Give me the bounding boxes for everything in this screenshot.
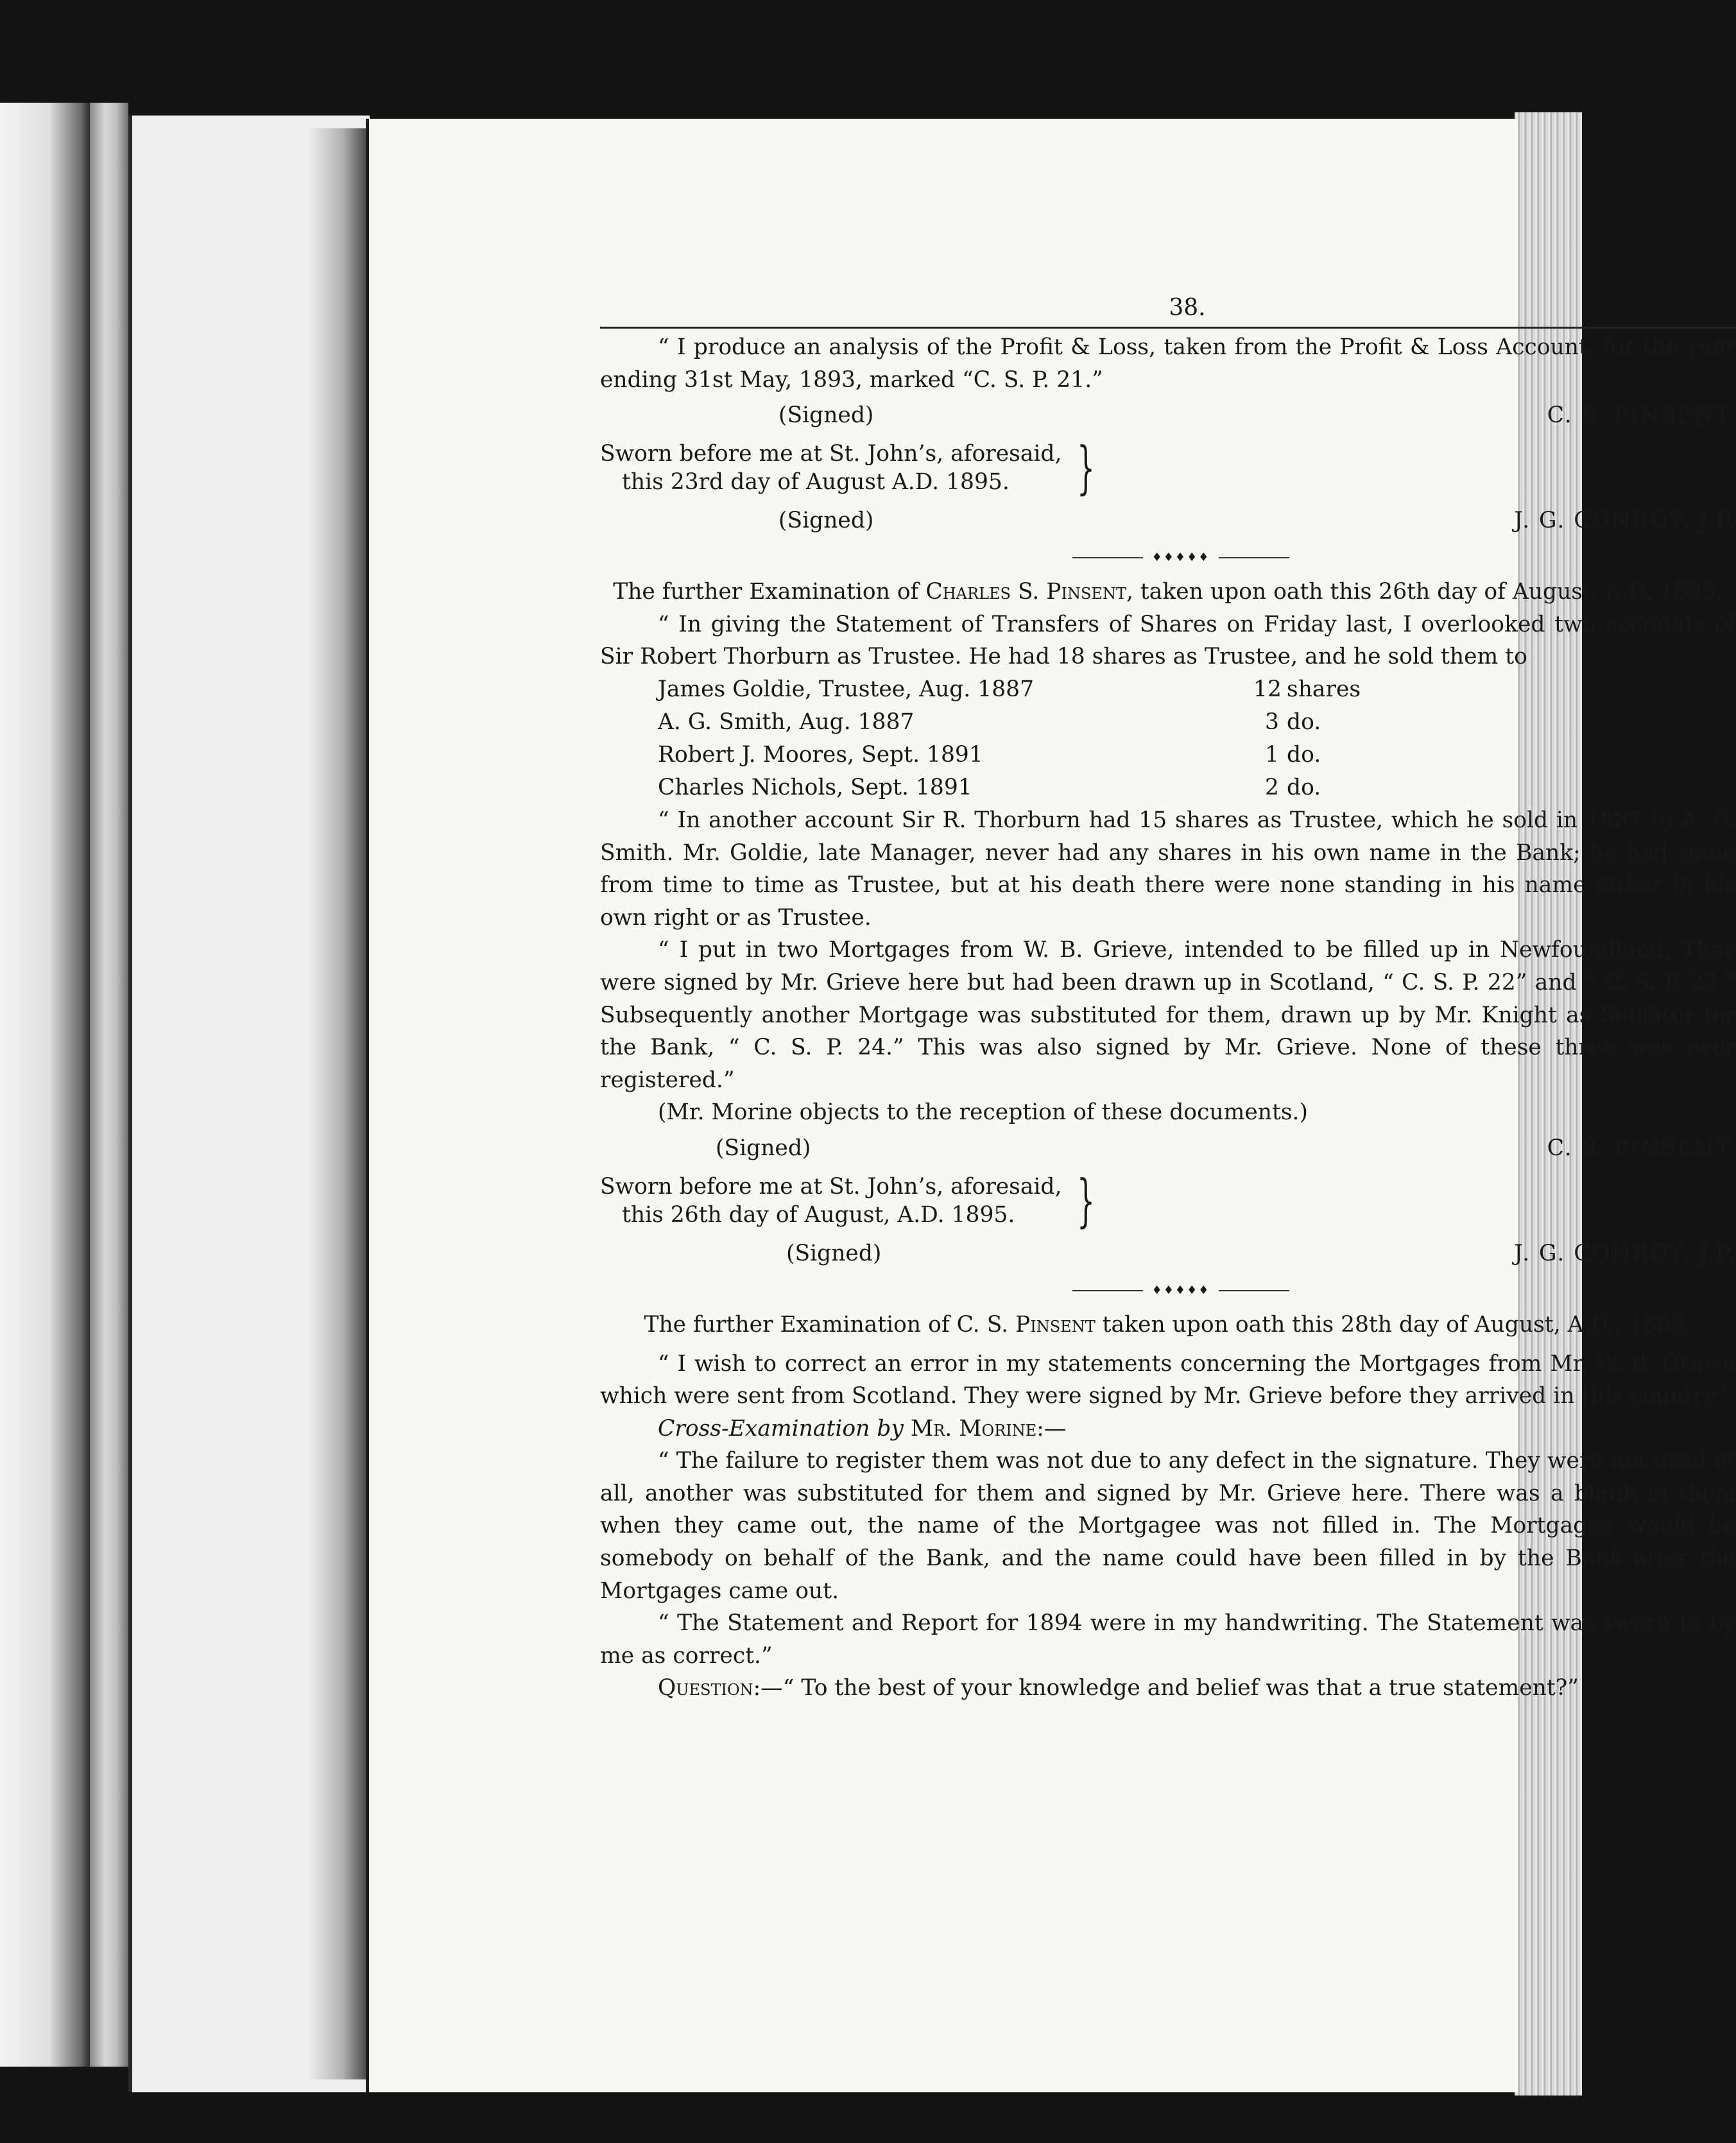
section-divider <box>600 540 1736 576</box>
header-rule <box>600 327 1736 329</box>
share-holder: Robert J. Moores, Sept. 1891 <box>658 742 983 768</box>
sworn-line-2: this 26th day of August, A.D. 1895. <box>622 1201 1015 1228</box>
page-content <box>600 292 1736 1705</box>
examination-heading <box>600 1309 1736 1341</box>
statement-paragraph: “ The Statement and Report for 1894 were in my handwriting. The Statement was sworn to by me as correct.” <box>600 1610 1736 1669</box>
share-holder: Charles Nichols, Sept. 1891 <box>658 775 972 801</box>
share-holder: A. G. Smith, Aug. 1887 <box>658 709 915 736</box>
witness-signed-label: (Signed) <box>786 1240 882 1266</box>
share-unit: do. <box>1287 709 1321 736</box>
share-row <box>658 771 1383 804</box>
share-count: 1 <box>1265 742 1279 768</box>
transfers-paragraph: “ In giving the Statement of Transfers of Shares on Friday last, I overlooked two accounts of Sir Robert Thorburn as Trustee. He had 18 shares as Trustee, and he sold them to <box>600 611 1736 670</box>
cross-examination-heading <box>600 1413 1736 1445</box>
share-transfer-list <box>658 673 1383 804</box>
heading-date: taken upon oath this 28th day of August, A.D., 1895. <box>1095 1311 1692 1338</box>
share-count: 2 <box>1265 775 1279 801</box>
sworn-line-2: this 23rd day of August A.D. 1895. <box>622 469 1010 495</box>
question-text: :—“ To the best of your knowledge and belief was that a true statement?” <box>753 1675 1579 1701</box>
share-unit: do. <box>1287 742 1321 768</box>
share-row <box>658 739 1383 771</box>
brace: } <box>1077 1167 1096 1234</box>
examinee-name: Charles S. Pinsent <box>925 579 1126 605</box>
profit-loss-paragraph: “ I produce an analysis of the Profit & Loss, taken from the Profit & Loss Account, for the year ending 31st May, 1893, marked “C. S. P. 21.” <box>600 334 1736 393</box>
left-page-edge <box>0 103 90 2067</box>
share-unit: do. <box>1287 775 1321 801</box>
brace: } <box>1077 435 1096 501</box>
sworn-line-1: Sworn before me at St. John’s, aforesaid, <box>600 1173 1062 1200</box>
section-divider <box>600 1273 1736 1309</box>
signature-row <box>600 396 1736 435</box>
objection-note: (Mr. Morine objects to the reception of these documents.) <box>658 1099 1308 1126</box>
divider-ornament: ♦♦♦♦♦ <box>1151 550 1210 564</box>
thorburn-paragraph: “ In another account Sir R. Thorburn had 15 shares as Trustee, which he sold in 1887 to A. G. Smith. Mr. Goldie, late Manager, never had any shares in his own name in the Bank; he had some from time to time as Trustee, but at his death there were none standing in his name either in his own right or as Trustee. <box>600 807 1736 931</box>
share-row <box>658 673 1383 706</box>
cross-examination-label: Cross-Examination by <box>658 1415 904 1442</box>
signed-label: (Signed) <box>778 402 874 428</box>
heading-date: , taken upon oath this 26th day of August, A.D. 1895. <box>1126 579 1723 605</box>
witness-row <box>600 501 1736 540</box>
book-binding <box>90 103 128 2067</box>
divider-ornament: ♦♦♦♦♦ <box>1151 1283 1210 1297</box>
failure-paragraph: “ The failure to register them was not due to any defect in the signature. They were not used at all, another was substituted for them and signed by Mr. Grieve here. There was a blank in them when they came out, the name of the Mortgagee was not filled in. The Mortgagee would be somebody on behalf of the Bank, and the name could have been filled in by the Bank after the Mortgages came out. <box>600 1448 1736 1604</box>
question-paragraph <box>600 1672 1736 1705</box>
mortgages-paragraph: “ I put in two Mortgages from W. B. Grieve, intended to be filled up in Newfoundland. They were signed by Mr. Grieve here but had been drawn up in Scotland, “ C. S. P. 22” and “ C. S. P. 23.” Subsequently another Mortgage was substituted for them, drawn up by Mr. Knight as Solicitor for the Bank, “ C. S. P. 24.” This was also signed by Mr. Grieve. None of these three was ever registered.” <box>600 937 1736 1093</box>
page-number: 38. <box>1169 295 1206 321</box>
share-count: 3 <box>1265 709 1279 736</box>
question-label: Question <box>658 1675 753 1701</box>
heading-text: The further Examination of <box>613 579 919 605</box>
sworn-line-1: Sworn before me at St. John’s, aforesaid, <box>600 441 1062 467</box>
witness-row <box>600 1234 1736 1273</box>
witness-signed-label: (Signed) <box>778 507 874 533</box>
signer-name: C. S. PINSENT. <box>1547 402 1736 428</box>
witness-name: J. G. CONROY, J.P. <box>1513 1240 1736 1266</box>
signed-label: (Signed) <box>716 1135 811 1161</box>
examinee-name: Pinsent <box>1015 1311 1096 1338</box>
document-page <box>366 119 1736 2092</box>
share-count: 12 <box>1253 676 1282 703</box>
share-unit: shares <box>1287 676 1361 703</box>
sworn-statement <box>600 435 1736 501</box>
share-row <box>658 706 1383 739</box>
witness-name: J. G. CONROY, J.P. <box>1513 507 1736 533</box>
gutter-shadow <box>308 128 366 2079</box>
examiner-name: Mr. Morine <box>910 1415 1037 1442</box>
heading-text: The further Examination of C. S. <box>644 1311 1009 1338</box>
correction-paragraph: “ I wish to correct an error in my statements concerning the Mortgages from Mr. W. B. Grieve which were sent from Scotland. They were signed by Mr. Grieve before they arrived in this country.” <box>600 1350 1736 1409</box>
cross-examination-dash: :— <box>1036 1415 1067 1442</box>
share-holder: James Goldie, Trustee, Aug. 1887 <box>658 676 1035 703</box>
examination-heading <box>600 576 1736 608</box>
signature-row <box>600 1129 1736 1167</box>
signer-name: C. S. PINSENT. <box>1547 1135 1736 1161</box>
sworn-statement <box>600 1167 1736 1234</box>
